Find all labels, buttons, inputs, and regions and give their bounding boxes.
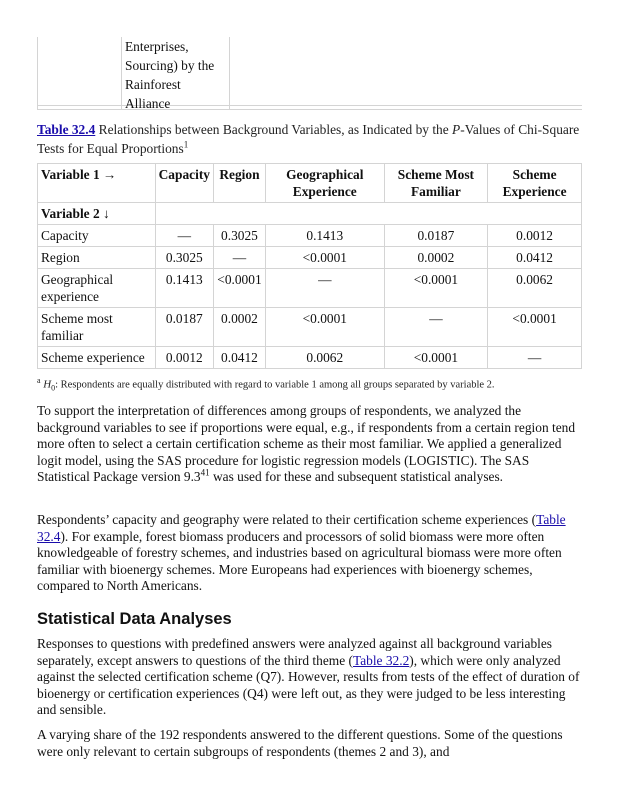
caption-italic: P	[452, 122, 461, 137]
previous-table-cell	[125, 37, 225, 113]
row-label: Region	[38, 247, 156, 269]
value-cell: <0.0001	[265, 308, 384, 347]
value-cell: <0.0001	[488, 308, 582, 347]
row-label: Capacity	[38, 225, 156, 247]
caption-text-end: -Values of Chi-Square Tests for Equal Proportions	[37, 122, 580, 156]
header-cell: Capacity	[155, 164, 213, 203]
table-row	[38, 347, 582, 369]
value-cell: —	[384, 308, 488, 347]
paragraph-text: ), which were only analyzed against the selected certification scheme (Q7). However, results from tests of the effect of duration of bioenergy or certification experiences (Q4) were left out, as they were judged to be less interesting and sensible.	[37, 652, 580, 718]
hypothesis-subscript: 0	[51, 383, 56, 393]
table-row	[38, 247, 582, 269]
value-cell: <0.0001	[213, 269, 265, 308]
paragraph-respondents-share: A varying share of the 192 respondents answered to the different questions. Some of the questions were only relevant to certain subgroups of respondents (themes 2 and 3), and	[37, 727, 563, 759]
value-cell: <0.0001	[384, 347, 488, 369]
table-footnote	[37, 376, 582, 393]
value-cell: 0.1413	[155, 269, 213, 308]
caption-text: Relationships between Background Variables, as Indicated by the	[95, 122, 453, 137]
paragraph-text: was used for these and subsequent statistical analyses.	[209, 469, 504, 485]
subheader-cell: Variable 2 ↓	[38, 203, 156, 225]
header-cell: Region	[213, 164, 265, 203]
value-cell: 0.0012	[155, 347, 213, 369]
row-label: Geographical experience	[38, 269, 156, 308]
cell-line: Rainforest	[125, 77, 181, 92]
value-cell: 0.3025	[155, 247, 213, 269]
value-cell: 0.0187	[155, 308, 213, 347]
cell-line: Alliance	[125, 96, 171, 111]
value-cell: 0.0002	[213, 308, 265, 347]
value-cell: —	[265, 269, 384, 308]
previous-table-fragment	[37, 37, 582, 110]
table-border	[121, 37, 122, 110]
value-cell: <0.0001	[384, 269, 488, 308]
value-cell: 0.3025	[213, 225, 265, 247]
paragraph-text: To support the interpretation of differences among groups of respondents, we analyzed the background variables to see if proportions were equal, e.g., if respondents from a certain region tend more often to select a certain certification scheme as their most familiar. We applied a generalized logit model, using the SAS procedure for logistic regression models (LOGISTIC). The SAS Statistical Package version 9.3	[37, 403, 576, 485]
value-cell: 0.0412	[213, 347, 265, 369]
value-cell: —	[213, 247, 265, 269]
table-header-row	[38, 164, 582, 203]
paragraph-text: Responses to questions with predefined answers were analyzed against all background variables separately, except answers to questions of the third theme (	[37, 636, 553, 668]
hypothesis-symbol: H	[43, 378, 52, 391]
value-cell: 0.0062	[488, 269, 582, 308]
table-label-link[interactable]: Table 32.4	[37, 122, 96, 137]
citation-ref: 41	[200, 467, 210, 478]
footnote-text: : Respondents are equally distributed with regard to variable 1 among all groups separated by variable 2.	[55, 379, 495, 391]
table-32-4-link[interactable]: Table 32.4	[37, 512, 566, 544]
cell-line: Sourcing) by the	[125, 58, 215, 73]
cell-line: Enterprises,	[125, 39, 189, 54]
value-cell: 0.1413	[265, 225, 384, 247]
p-values-table	[37, 163, 582, 369]
value-cell: 0.0002	[384, 247, 488, 269]
header-cell: Scheme Experience	[488, 164, 582, 203]
paragraph-responses	[37, 636, 582, 719]
header-cell: Geographical Experience	[265, 164, 384, 203]
paragraph-logit-model	[37, 403, 582, 486]
table-32-2-link[interactable]: Table 32.2	[352, 652, 410, 668]
value-cell: —	[155, 225, 213, 247]
paragraph-text: Respondents’ capacity and geography were related to their certification scheme experiences (	[37, 512, 537, 527]
footnote-marker: a	[37, 376, 41, 385]
value-cell: —	[488, 347, 582, 369]
row-label: Scheme experience	[38, 347, 156, 369]
table-caption	[37, 120, 582, 158]
table-row	[38, 308, 582, 347]
value-cell: 0.0062	[265, 347, 384, 369]
header-cell: Variable 1 →	[38, 164, 156, 203]
table-subheader-row	[38, 203, 582, 225]
table-row	[38, 269, 582, 308]
table-row	[38, 225, 582, 247]
paragraph-text: ). For example, forest biomass producers and processors of solid biomass were more often knowledgeable of forestry schemes, and industries based on agricultural biomass were more often familiar with bioenergy schemes. More Europeans had experiences with bioenergy schemes, compared to North Americans.	[37, 528, 562, 594]
table-border	[37, 105, 582, 106]
value-cell: 0.0187	[384, 225, 488, 247]
table-border	[37, 109, 582, 110]
table-border	[229, 37, 230, 110]
value-cell: 0.0012	[488, 225, 582, 247]
paragraph-capacity-geography	[37, 512, 582, 595]
value-cell: <0.0001	[265, 247, 384, 269]
section-heading: Statistical Data Analyses	[37, 610, 232, 628]
table-border	[37, 37, 38, 110]
header-cell: Scheme Most Familiar	[384, 164, 488, 203]
value-cell: 0.0412	[488, 247, 582, 269]
row-label: Scheme most familiar	[38, 308, 156, 347]
caption-footnote-ref: 1	[183, 139, 189, 150]
empty-cell	[155, 203, 581, 225]
